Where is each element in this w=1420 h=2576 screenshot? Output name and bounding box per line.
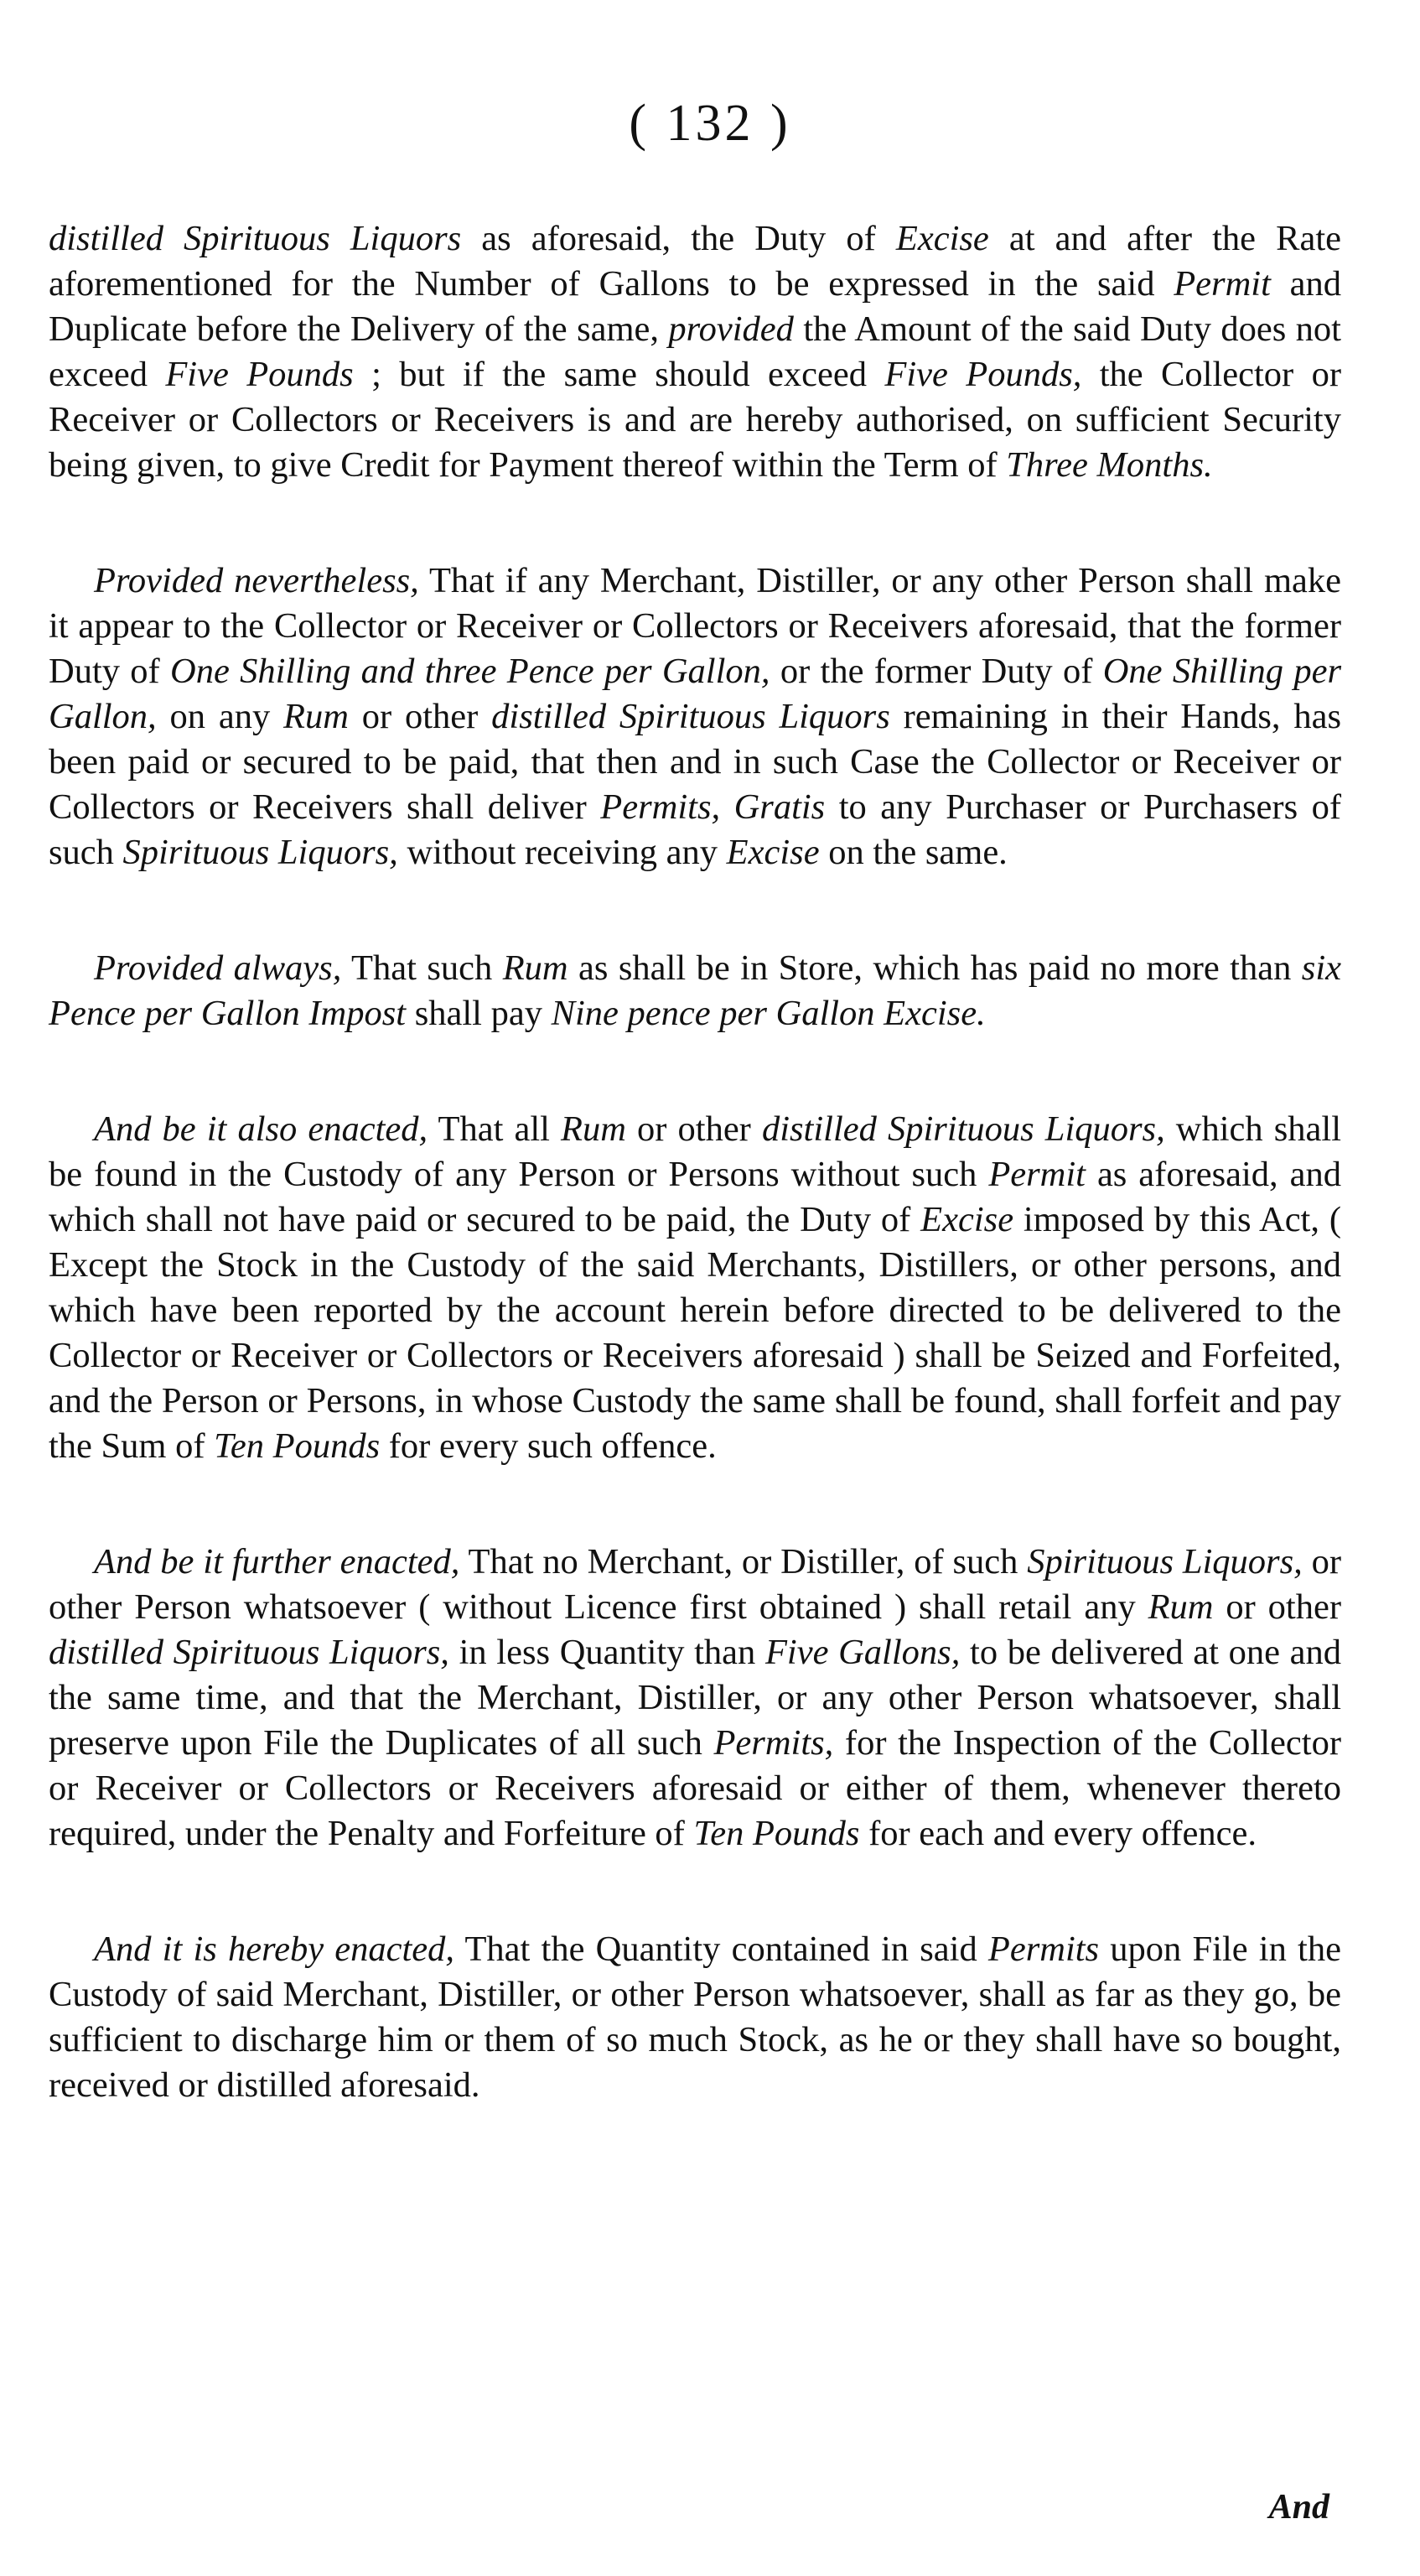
paragraph-permits-on-file [49,1927,1341,2108]
italic-text-segment: six Pence per Gallon Impost [49,948,1341,1033]
italic-text-segment: Spirituous Liquors, [1027,1542,1303,1581]
italic-text-segment: And be it also enacted, [94,1109,428,1149]
italic-text-segment: Permits, [713,1723,834,1763]
roman-text-segment: or other Person whatsoever ( without Licence first obtained ) shall retail any [49,1542,1342,1627]
italic-text-segment: And be it further enacted, [94,1542,460,1581]
italic-text-segment: Permits [987,1929,1100,1969]
italic-text-segment: Excise [726,833,820,872]
italic-text-segment: Provided nevertheless, [94,561,419,600]
italic-text-segment: distilled Spirituous Liquors, [49,1633,449,1672]
roman-text-segment: to be delivered at one and the same time, and that the Merchant, Distiller, or any other Person whatsoever, shall preserve upon File the Duplicates of all such [49,1633,1342,1763]
italic-text-segment: Ten Pounds [693,1814,860,1853]
roman-text-segment: That if any Merchant, Distiller, or any other Person shall make it appear to the Collector or Receiver or Collectors or Receivers aforesaid, that the former Duty of [49,561,1341,691]
italic-text-segment: Five Pounds, [884,355,1082,394]
roman-text-segment: the Collector or Receiver or Collectors or Receivers is and are hereby authorised, on sufficient Security being given, to give Credit for Payment thereof within the Term of [49,355,1341,485]
italic-text-segment: Permit [1174,264,1271,304]
italic-text-segment: Rum [561,1109,626,1149]
italic-text-segment: One Shilling and three Pence per Gallon, [170,652,770,691]
italic-text-segment: Rum [1148,1587,1214,1627]
italic-text-segment: Ten Pounds [214,1426,381,1466]
roman-text-segment: which shall be found in the Custody of any Person or Persons without such [49,1109,1342,1194]
italic-text-segment: provided [668,309,794,349]
roman-text-segment: ; but if the same should exceed [353,355,885,394]
paragraph-retail-licence [49,1540,1341,1857]
italic-text-segment: Provided always, [94,948,342,988]
italic-text-segment: Rum [502,948,568,988]
italic-text-segment: Spirituous Liquors, [122,833,398,872]
roman-text-segment: at and after the Rate aforementioned for the Number of Gallons to be expressed in the said [49,219,1341,304]
italic-text-segment: Three Months. [1006,445,1213,485]
body-text [49,216,1341,2179]
roman-text-segment: for each and every offence. [859,1814,1257,1853]
italic-text-segment: One Shilling per Gallon, [49,652,1342,736]
roman-text-segment: That no Merchant, or Distiller, of such [459,1542,1028,1581]
roman-text-segment: That all [428,1109,562,1149]
page-number: ( 132 ) [629,95,791,152]
italic-text-segment: And it is hereby enacted, [94,1929,455,1969]
paragraph-seizure-and-forfeiture [49,1107,1341,1469]
roman-text-segment: for the Inspection of the Collector or Receiver or Collectors or Receivers aforesaid or either of them, whenever thereto required, under the Penalty and Forfeiture of [49,1723,1341,1853]
roman-text-segment: imposed by this Act, ( Except the Stock in the Custody of the said Merchants, Distillers, or other persons, and which have been reported by the account herein before directed to be delivered to the Collector or Receiver or Collectors or Receivers aforesaid ) shall be Seized and Forfeited, and the Person or Persons, in whose Custody the same shall be found, shall forfeit and pay the Sum of [49,1200,1341,1466]
italic-text-segment: distilled Spirituous Liquors [49,219,462,258]
roman-text-segment: That the Quantity contained in said [454,1929,988,1969]
italic-text-segment: Five Gallons, [764,1633,961,1672]
roman-text-segment: in less Quantity than [448,1633,765,1672]
italic-text-segment: distilled Spirituous Liquors [491,697,890,736]
paragraph-provided-nevertheless [49,558,1341,875]
roman-text-segment: and Duplicate before the Delivery of the same, [49,264,1341,349]
roman-text-segment: upon File in the Custody of said Merchant, Distiller, or other Person whatsoever, shall as far as they go, be sufficient to discharge him or them of so much Stock, as he or they shall have so bought, received or distilled aforesaid. [49,1929,1341,2105]
catchword: And [1268,2488,1329,2527]
italic-text-segment: Excise [895,219,989,258]
italic-text-segment: Rum [283,697,349,736]
roman-text-segment: remaining in their Hands, has been paid or secured to be paid, that then and in such Case the Collector or Receiver or Collectors or Receivers shall deliver [49,697,1341,827]
roman-text-segment: to any Purchaser or Purchasers of such [49,787,1341,872]
roman-text-segment: the Amount of the said Duty does not exceed [49,309,1341,394]
roman-text-segment: or other [1213,1587,1342,1627]
italic-text-segment: Nine pence per Gallon Excise. [551,994,986,1033]
roman-text-segment: or other [348,697,492,736]
italic-text-segment: Excise [920,1200,1014,1239]
italic-text-segment: Five Pounds [165,355,354,394]
roman-text-segment: or the former Duty of [770,652,1103,691]
roman-text-segment: That such [341,948,503,988]
roman-text-segment: shall pay [406,994,552,1033]
roman-text-segment: without receiving any [397,833,727,872]
italic-text-segment: Permits, Gratis [600,787,826,827]
roman-text-segment: or other [625,1109,762,1149]
roman-text-segment: as aforesaid, and which shall not have paid or secured to be paid, the Duty of [49,1155,1341,1239]
italic-text-segment: Permit [988,1155,1086,1194]
paragraph-provided-always [49,946,1341,1036]
paragraph-excise-credit [49,216,1341,488]
roman-text-segment: on any [156,697,284,736]
roman-text-segment: as shall be in Store, which has paid no more than [567,948,1302,988]
roman-text-segment: on the same. [819,833,1008,872]
roman-text-segment: for every such offence. [380,1426,717,1466]
italic-text-segment: distilled Spirituous Liquors, [761,1109,1165,1149]
roman-text-segment: as aforesaid, the Duty of [461,219,896,258]
